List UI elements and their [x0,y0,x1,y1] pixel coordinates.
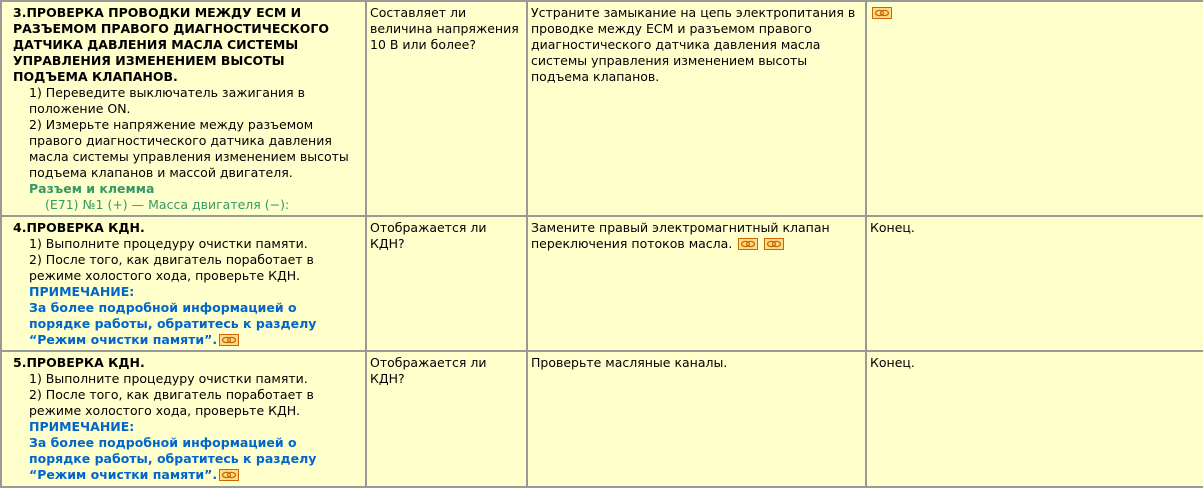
yes-action [527,351,866,487]
yes-action-text: Устраните замыкание на цепь электропитания в проводке между ЕСМ и разъемом правого диагностического датчика давления масла системы управления изменением высоты подъема клапанов. [531,5,856,84]
note-text [13,300,362,348]
no-action [866,351,1203,487]
no-action [866,216,1203,351]
step-title: 5.ПРОВЕРКА КДН. [13,355,145,370]
no-action-text: Конец. [870,220,915,235]
check-question-text: Составляет ли величина напряжения 10 В или более? [370,5,519,52]
note-text [13,435,362,483]
yes-action [527,1,866,216]
yes-action-text: Замените правый электромагнитный клапан переключения потоков масла. [531,220,830,251]
no-action [866,1,1203,216]
link-icon[interactable] [872,7,892,19]
yes-action [527,216,866,351]
check-question [366,216,527,351]
step-instruction: 2) После того, как двигатель поработает в режиме холостого хода, проверьте КДН. [29,387,314,418]
link-icon[interactable] [738,238,758,250]
note-text-content: За более подробной информацией о порядке работы, обратитесь к разделу “Режим очистки памяти”. [29,435,317,482]
link-icon[interactable] [219,334,239,346]
yes-action-text: Проверьте масляные каналы. [531,355,728,370]
step-instruction: 1) Выполните процедуру очистки памяти. [29,371,308,386]
step-instruction: 2) Измерьте напряжение между разъемом правого диагностического датчика давления масла системы управления изменением высоты подъема клапанов и массой двигателя. [29,117,349,180]
note-text-content: За более подробной информацией о порядке работы, обратитесь к разделу “Режим очистки памяти”. [29,300,317,347]
note-title: ПРИМЕЧАНИЕ: [29,419,135,434]
step-cell [1,216,366,351]
step-cell [1,1,366,216]
step-instruction: 1) Выполните процедуру очистки памяти. [29,236,308,251]
step-cell [1,351,366,487]
step-instruction: 2) После того, как двигатель поработает в режиме холостого хода, проверьте КДН. [29,252,314,283]
connector-title: Разъем и клемма [29,181,155,196]
note-title: ПРИМЕЧАНИЕ: [29,284,135,299]
connector-value: (E71) №1 (+) — Масса двигателя (−): [45,197,290,212]
check-question [366,351,527,487]
table-row [1,216,1203,351]
check-question-text: Отображается ли КДН? [370,355,487,386]
step-instruction: 1) Переведите выключатель зажигания в положение ON. [29,85,306,116]
link-icon[interactable] [219,469,239,481]
step-title: 3.ПРОВЕРКА ПРОВОДКИ МЕЖДУ ЕСМ И РАЗЪЕМОМ ПРАВОГО ДИАГНОСТИЧЕСКОГО ДАТЧИКА ДАВЛЕНИЯ МАСЛА СИСТЕМЫ УПРАВЛЕНИЯ ИЗМЕНЕНИЕМ ВЫСОТЫ ПОДЪЕМА КЛАПАНОВ. [13,5,329,84]
check-question-text: Отображается ли КДН? [370,220,487,251]
link-icon[interactable] [764,238,784,250]
table-row [1,351,1203,487]
no-action-text: Конец. [870,355,915,370]
step-title: 4.ПРОВЕРКА КДН. [13,220,145,235]
table-row [1,1,1203,216]
check-question [366,1,527,216]
